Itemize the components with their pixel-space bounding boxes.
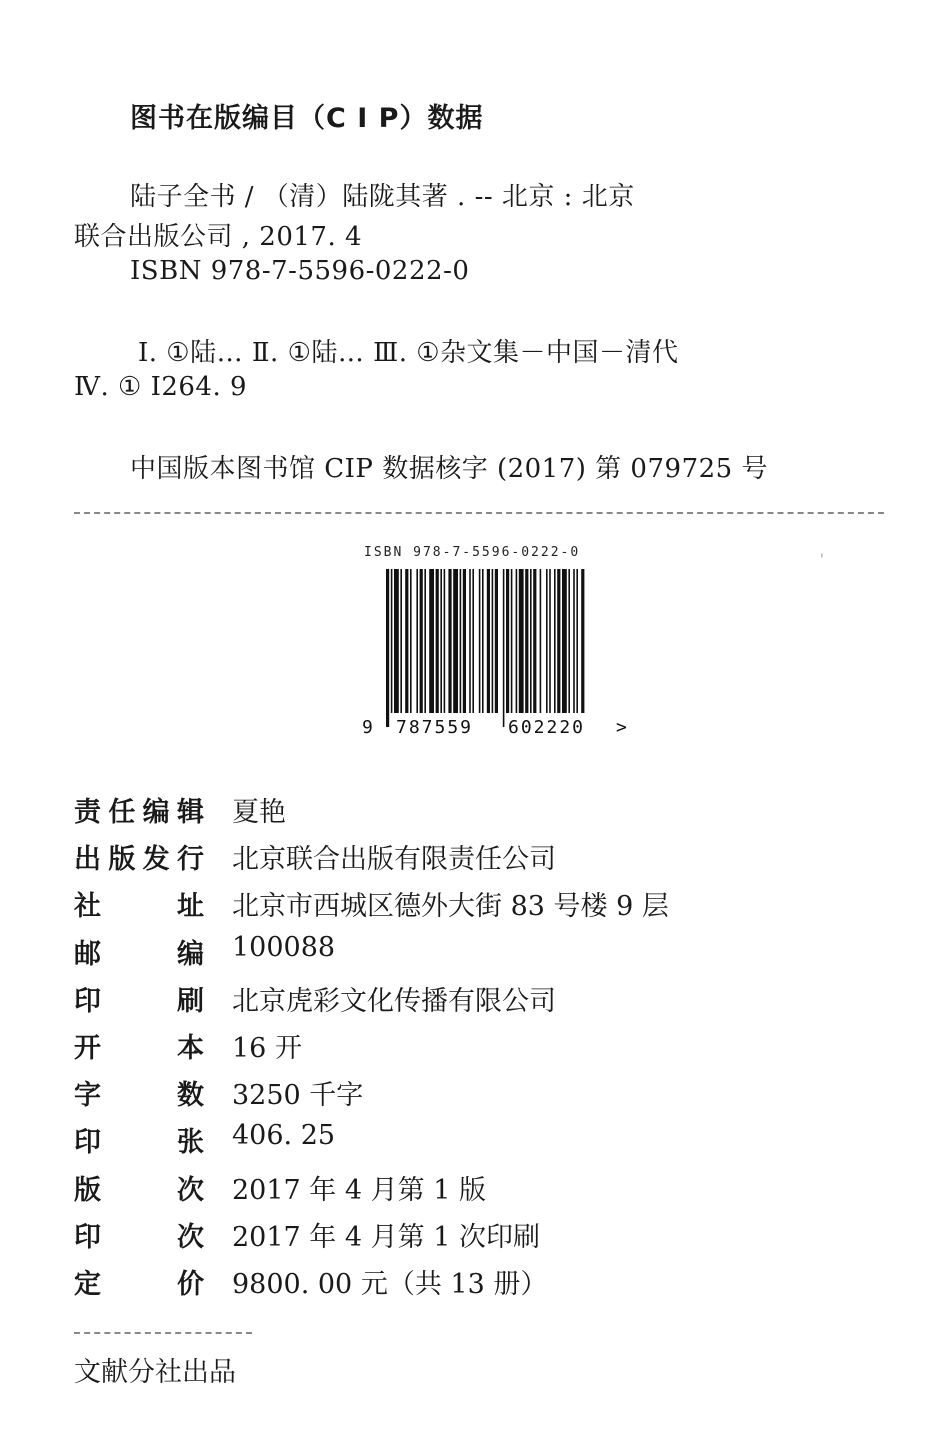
info-label-char: 版 bbox=[108, 844, 136, 876]
info-label-char: 社 bbox=[74, 891, 101, 923]
info-label-char: 张 bbox=[177, 1127, 204, 1159]
info-label-char: 编 bbox=[177, 938, 204, 970]
barcode-bar bbox=[482, 569, 484, 713]
info-row bbox=[74, 1120, 874, 1160]
barcode-bar bbox=[460, 569, 462, 713]
barcode-bar bbox=[581, 569, 584, 713]
info-row bbox=[74, 932, 874, 972]
barcode-bar bbox=[519, 569, 524, 713]
info-label-char: 邮 bbox=[74, 938, 101, 970]
info-label-char: 数 bbox=[177, 1080, 204, 1112]
barcode-bar bbox=[453, 569, 458, 713]
info-label-char: 任 bbox=[108, 797, 136, 828]
info-label bbox=[74, 1262, 204, 1301]
barcode-bar bbox=[546, 569, 548, 713]
barcode-bar bbox=[440, 569, 442, 713]
cip-line-title: 陆子全书 / （清）陆陇其著 . -- 北京 : 北京 bbox=[130, 182, 635, 212]
divider-dashed bbox=[74, 512, 884, 514]
info-label-char: 印 bbox=[74, 1221, 101, 1253]
barcode-bar bbox=[400, 569, 402, 713]
barcode-bar bbox=[530, 569, 532, 713]
barcode-bar bbox=[549, 569, 551, 713]
barcode-bar bbox=[533, 569, 536, 713]
barcode-bar bbox=[576, 569, 578, 713]
footer-imprint: 文献分社出品 bbox=[74, 1357, 236, 1388]
barcode-bar bbox=[444, 569, 446, 713]
barcode-bar bbox=[436, 569, 439, 713]
info-label bbox=[74, 979, 204, 1018]
cip-line-approval: 中国版本图书馆 CIP 数据核字 (2017) 第 079725 号 bbox=[130, 454, 768, 484]
barcode-image bbox=[358, 565, 638, 745]
info-label-char: 版 bbox=[74, 1174, 101, 1206]
info-value: 16 开 bbox=[232, 1033, 302, 1064]
barcode-bar bbox=[516, 569, 518, 713]
barcode-arrow: > bbox=[616, 717, 629, 738]
info-label-char: 开 bbox=[74, 1033, 101, 1064]
info-value: 2017 年 4 月第 1 版 bbox=[232, 1174, 486, 1206]
info-label bbox=[74, 1168, 204, 1207]
info-label bbox=[74, 1073, 204, 1112]
info-value: 3250 千字 bbox=[232, 1080, 364, 1112]
info-label-char: 编 bbox=[142, 797, 170, 828]
info-label-char: 刷 bbox=[177, 985, 204, 1017]
barcode-digit-prefix: 9 bbox=[362, 717, 375, 738]
info-label-char: 印 bbox=[74, 1127, 101, 1159]
info-row bbox=[74, 790, 874, 830]
info-label-char: 发 bbox=[142, 844, 170, 876]
barcode-bar bbox=[479, 569, 481, 713]
barcode-bar bbox=[492, 569, 494, 713]
barcode-bar bbox=[511, 569, 513, 713]
info-label-char: 址 bbox=[177, 891, 204, 923]
cip-title: 图书在版编目（C I P）数据 bbox=[130, 103, 484, 134]
barcode-bar bbox=[495, 569, 498, 713]
barcode-bar bbox=[525, 569, 528, 713]
divider-short-dashed bbox=[74, 1332, 252, 1334]
info-label-char: 行 bbox=[176, 844, 204, 876]
info-row bbox=[74, 1168, 874, 1208]
cip-line-classification: Ⅳ. ① I264. 9 bbox=[74, 372, 248, 402]
barcode-digits-left: 787559 bbox=[396, 717, 474, 738]
barcode-bar bbox=[463, 569, 466, 713]
info-value: 9800. 00 元（共 13 册） bbox=[232, 1269, 548, 1300]
info-label-char: 出 bbox=[74, 844, 101, 876]
barcode-bar bbox=[410, 569, 412, 713]
barcode-bar bbox=[472, 569, 474, 713]
info-row bbox=[74, 1073, 874, 1113]
info-value: 北京虎彩文化传播有限公司 bbox=[232, 985, 556, 1017]
barcode-bar bbox=[420, 569, 423, 713]
info-label-char: 字 bbox=[74, 1080, 101, 1112]
info-row bbox=[74, 884, 874, 924]
info-row bbox=[74, 1026, 874, 1066]
barcode-bar bbox=[568, 569, 570, 713]
info-value: 夏艳 bbox=[232, 797, 286, 828]
barcode-digits-right: 602220 bbox=[508, 717, 586, 738]
info-label bbox=[74, 837, 204, 876]
barcode-bar bbox=[416, 569, 418, 713]
info-row bbox=[74, 1262, 874, 1302]
info-label bbox=[74, 932, 204, 971]
info-label bbox=[74, 884, 204, 923]
info-label bbox=[74, 790, 204, 829]
info-label-char: 定 bbox=[74, 1269, 101, 1300]
barcode-bar bbox=[554, 569, 556, 713]
info-value: 406. 25 bbox=[232, 1120, 336, 1152]
info-row bbox=[74, 979, 874, 1019]
barcode-bar bbox=[562, 569, 567, 713]
barcode-bar bbox=[469, 569, 471, 713]
info-label bbox=[74, 1215, 204, 1254]
info-value: 100088 bbox=[232, 931, 336, 963]
info-label-char: 本 bbox=[177, 1033, 204, 1064]
cip-line-isbn: ISBN 978-7-5596-0222-0 bbox=[130, 256, 470, 286]
cip-line-subjects: Ⅰ. ①陆… Ⅱ. ①陆… Ⅲ. ①杂文集－中国－清代 bbox=[138, 338, 679, 368]
barcode bbox=[358, 545, 638, 745]
info-label-char: 印 bbox=[74, 985, 101, 1017]
info-row bbox=[74, 837, 874, 877]
barcode-bar bbox=[424, 569, 426, 713]
scan-speck: ꞌ bbox=[820, 552, 824, 568]
barcode-bar bbox=[386, 569, 389, 727]
info-label-char: 次 bbox=[177, 1174, 204, 1206]
barcode-bar bbox=[391, 569, 393, 713]
barcode-bar bbox=[487, 569, 490, 713]
info-label bbox=[74, 1026, 204, 1065]
barcode-bar bbox=[429, 569, 434, 713]
info-label-char: 次 bbox=[177, 1221, 204, 1253]
barcode-bar bbox=[448, 569, 451, 713]
info-label-char: 责 bbox=[74, 797, 101, 828]
barcode-bar bbox=[573, 569, 575, 713]
info-label-char: 价 bbox=[177, 1269, 204, 1300]
info-row bbox=[74, 1215, 874, 1255]
info-value: 北京联合出版有限责任公司 bbox=[232, 844, 556, 876]
info-label-char: 辑 bbox=[176, 797, 204, 828]
barcode-bar bbox=[405, 569, 408, 713]
info-label bbox=[74, 1120, 204, 1159]
barcode-bar bbox=[540, 569, 542, 713]
cip-line-publisher: 联合出版公司 , 2017. 4 bbox=[74, 222, 363, 252]
info-value: 北京市西城区德外大街 83 号楼 9 层 bbox=[232, 891, 669, 923]
barcode-bar bbox=[506, 569, 509, 713]
info-value: 2017 年 4 月第 1 次印刷 bbox=[232, 1221, 540, 1253]
barcode-bar bbox=[503, 569, 505, 727]
barcode-bar bbox=[394, 569, 399, 713]
barcode-isbn-text: ISBN 978-7-5596-0222-0 bbox=[364, 545, 581, 560]
barcode-bar bbox=[557, 569, 560, 713]
